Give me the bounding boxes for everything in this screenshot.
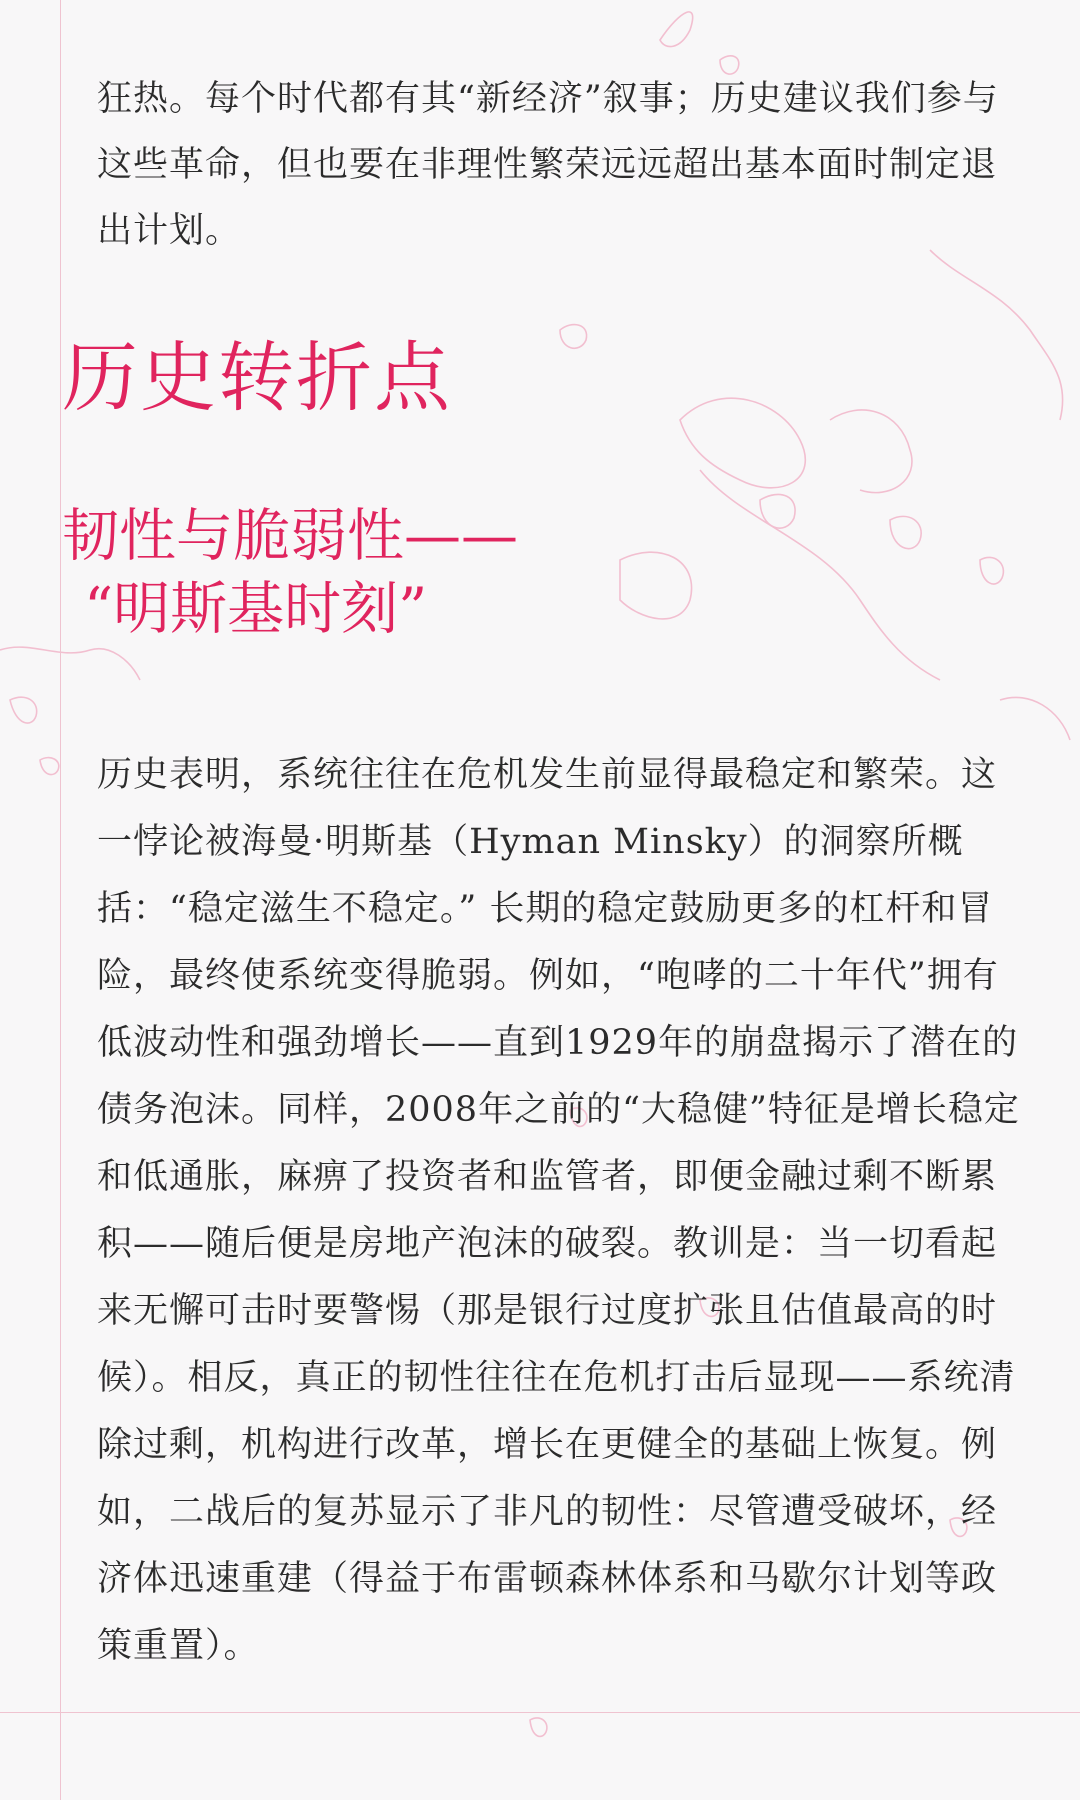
section-subtitle	[62, 500, 518, 646]
intro-paragraph: 狂热。每个时代都有其“新经济”叙事；历史建议我们参与这些革命，但也要在非理性繁荣远远超出基本面时制定退出计划。	[97, 79, 999, 251]
footer-guide-line	[0, 1712, 1080, 1713]
subtitle-line-2: “明斯基时刻”	[84, 576, 428, 642]
margin-guide-line	[60, 0, 61, 1800]
body-paragraph: 历史表明，系统往往在危机发生前显得最稳定和繁荣。这一悖论被海曼·明斯基（Hyman Minsky）的洞察所概括：“稳定滋生不稳定。” 长期的稳定鼓励更多的杠杆和冒险，最终使系统变得脆弱。例如，“咆哮的二十年代”拥有低波动性和强劲增长——直到1929年的崩盘揭示了潜在的债务泡沫。同样，2008年之前的“大稳健”特征是增长稳定和低通胀，麻痹了投资者和监管者，即便金融过剩不断累积——随后便是房地产泡沫的破裂。教训是：当一切看起来无懈可击时要警惕（那是银行过度扩张且估值最高的时候）。相反，真正的韧性往往在危机打击后显现——系统清除过剩，机构进行改革，增长在更健全的基础上恢复。例如，二战后的复苏显示了非凡的韧性：尽管遭受破坏，经济体迅速重建（得益于布雷顿森林体系和马歇尔计划等政策重置）。	[97, 755, 1020, 1666]
section-title: 历史转折点	[62, 333, 452, 422]
subtitle-line-1: 韧性与脆弱性——	[62, 503, 518, 569]
